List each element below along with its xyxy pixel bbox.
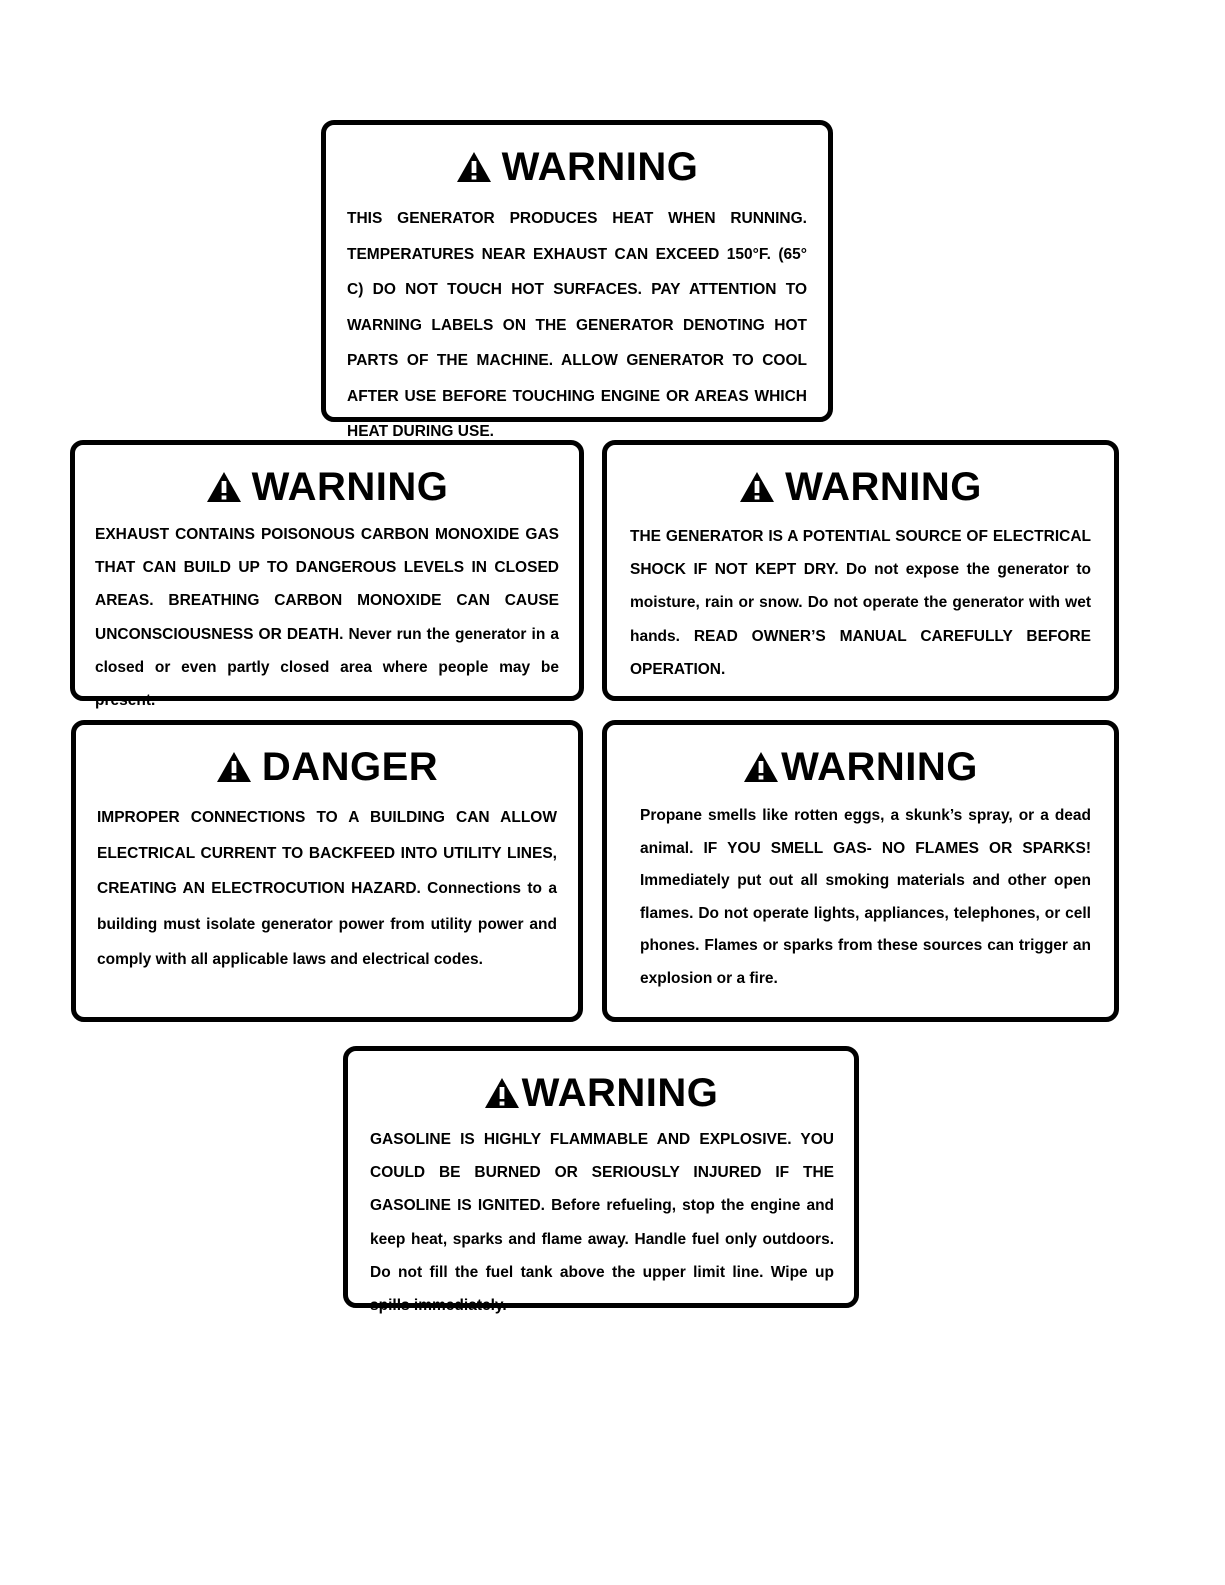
hot-surface-warning-label [321, 120, 833, 440]
label-body-text: Propane smells like rotten eggs, a skunk’s spray, or a dead animal. IF YOU SMELL GAS- NO FLAMES OR SPARKS! Immediately put out all smoking materials and other open flames. Do not operate lights, appliances, telephones, or cell phones. Flames or sparks from these sources can trigger an explosion or a fire. [640, 807, 1091, 987]
label-body-text: THE GENERATOR IS A POTENTIAL SOURCE OF ELECTRICAL SHOCK IF NOT KEPT DRY. Do not expose the generator to moisture, rain or snow. Do not operate the generator with wet hands. READ OWNER’S MANUAL CAREFULLY BEFORE OPERATION. [630, 528, 1091, 678]
label-heading-text: WARNING [521, 1071, 719, 1115]
label-heading [368, 1071, 834, 1115]
label-heading-text: WARNING [781, 745, 978, 789]
warning-triangle-icon [456, 151, 492, 183]
label-body-text: THIS GENERATOR PRODUCES HEAT WHEN RUNNING. TEMPERATURES NEAR EXHAUST CAN EXCEED 150°F. (65° C) DO NOT TOUCH HOT SURFACES. PAY ATTENTION TO WARNING LABELS ON THE GENERATOR DENOTING HOT PARTS OF THE MACHINE. ALLOW GENERATOR TO COOL AFTER USE BEFORE TOUCHING ENGINE OR AREAS WHICH HEAT DURING USE. [347, 210, 807, 440]
backfeed-danger-label [71, 720, 583, 1022]
warning-triangle-icon [206, 471, 242, 503]
warning-triangle-icon [743, 751, 779, 783]
warning-triangle-icon [739, 471, 775, 503]
label-heading [96, 745, 558, 789]
propane-warning-label [602, 720, 1119, 1022]
label-body-text: GASOLINE IS HIGHLY FLAMMABLE AND EXPLOSIVE. YOU COULD BE BURNED OR SERIOUSLY INJURED IF THE GASOLINE IS IGNITED. Before refueling, stop the engine and keep heat, sparks and flame away. Handle fuel only outdoors. Do not fill the fuel tank above the upper limit line. Wipe up spills immediately. [370, 1131, 834, 1315]
label-heading [627, 745, 1094, 789]
gasoline-warning-label [343, 1046, 859, 1315]
label-body-text: IMPROPER CONNECTIONS TO A BUILDING CAN ALLOW ELECTRICAL CURRENT TO BACKFEED INTO UTILITY LINES, CREATING AN ELECTROCUTION HAZARD. Connections to a building must isolate generator power from utility power and comply with all applicable laws and electrical codes. [97, 809, 557, 968]
electrical-shock-warning-label [602, 440, 1119, 701]
label-heading [346, 145, 808, 189]
label-heading [95, 465, 559, 509]
label-body-text: EXHAUST CONTAINS POISONOUS CARBON MONOXIDE GAS THAT CAN BUILD UP TO DANGEROUS LEVELS IN CLOSED AREAS. BREATHING CARBON MONOXIDE CAN CAUSE UNCONSCIOUSNESS OR DEATH. Never run the generator in a closed or even partly closed area where people may be present. [95, 526, 559, 710]
label-heading-text: WARNING [501, 145, 699, 189]
label-heading-text: WARNING [785, 465, 982, 509]
carbon-monoxide-warning-label [70, 440, 584, 710]
label-heading [627, 465, 1094, 509]
warning-triangle-icon [484, 1077, 520, 1109]
label-heading-text: DANGER [261, 745, 439, 789]
label-heading-text: WARNING [251, 465, 449, 509]
warning-triangle-icon [216, 751, 252, 783]
